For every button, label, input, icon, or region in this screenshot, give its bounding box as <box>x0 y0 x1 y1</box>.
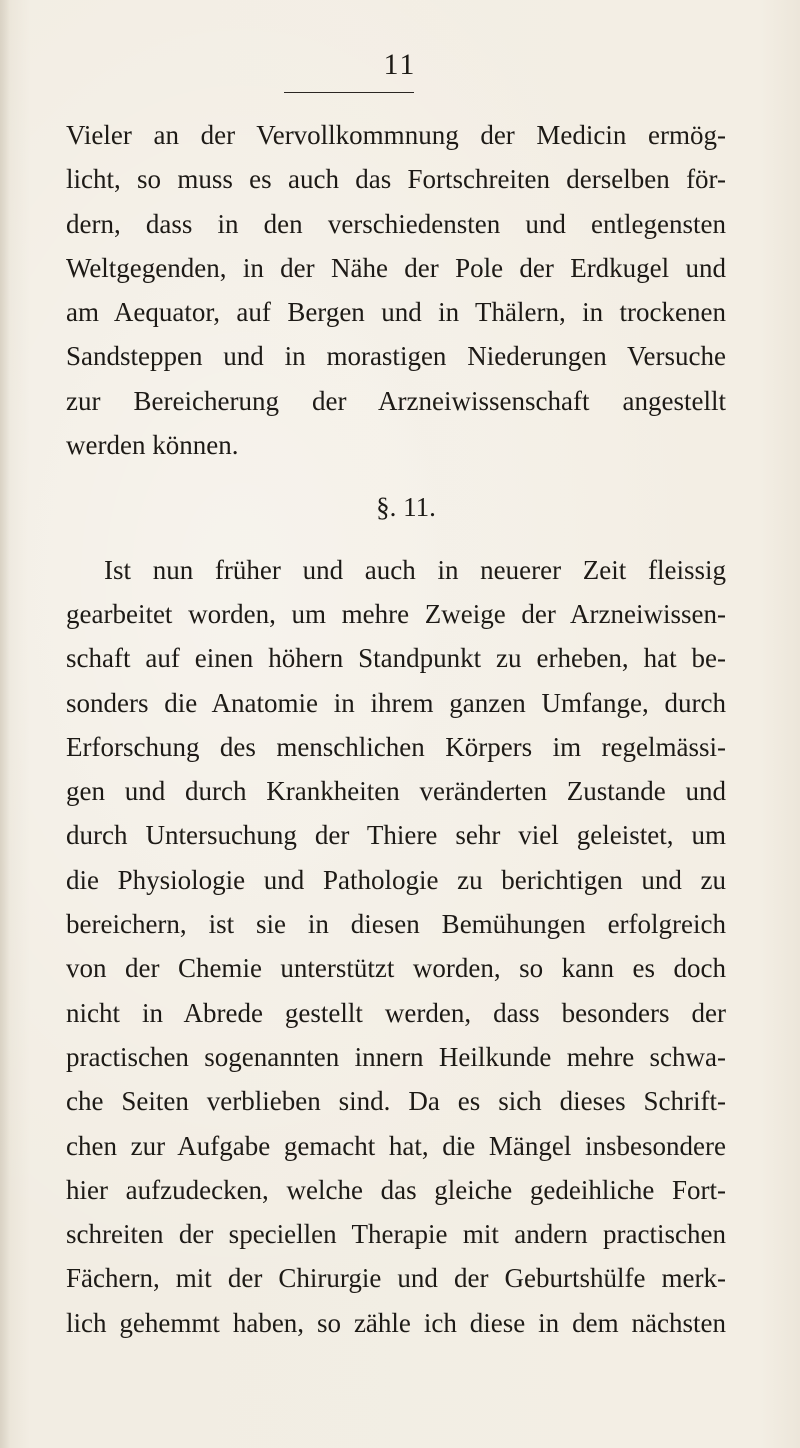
text-line: hier aufzudecken, welche das gleiche gedeihliche Fort- <box>66 1174 726 1205</box>
page-number: 11 <box>383 48 417 81</box>
text-line: sonders die Anatomie in ihrem ganzen Umfange, durch <box>66 687 726 718</box>
spacer <box>66 530 726 548</box>
body-text <box>66 113 726 1345</box>
text-line: nicht in Abrede gestellt werden, dass besonders der <box>66 997 726 1028</box>
text-line: von der Chemie unterstützt worden, so kann es doch <box>66 953 726 984</box>
text-line: schaft auf einen höhern Standpunkt zu erheben, hat be- <box>66 643 726 674</box>
text-line: dern, dass in den verschiedensten und entlegensten <box>66 208 726 239</box>
text-line: werden können. <box>66 430 239 461</box>
spacer <box>66 467 726 485</box>
text-line: Vieler an der Vervollkommnung der Medicin ermög- <box>66 120 726 150</box>
text-line: die Physiologie und Pathologie zu berichtigen und zu <box>66 864 726 895</box>
text-line: Ist nun früher und auch in neuerer Zeit fleissig <box>104 554 726 585</box>
text-line: che Seiten verblieben sind. Da es sich dieses Schrift- <box>66 1086 726 1117</box>
text-line: Erforschung des menschlichen Körpers im regelmässi- <box>66 731 726 762</box>
text-line: Sandsteppen und in morastigen Niederungen Versuche <box>66 341 726 372</box>
text-line: zur Bereicherung der Arzneiwissenschaft angestellt <box>66 385 726 416</box>
page-gutter-shadow <box>0 0 10 1448</box>
text-line: lich gehemmt haben, so zähle ich diese in dem nächsten <box>66 1307 726 1338</box>
text-line: gearbeitet worden, um mehre Zweige der Arzneiwissen- <box>66 598 726 629</box>
text-line: Fächern, mit der Chirurgie und der Geburtshülfe merk- <box>66 1263 726 1294</box>
text-line: am Aequator, auf Bergen und in Thälern, in trockenen <box>66 297 726 328</box>
text-line: gen und durch Krankheiten veränderten Zustande und <box>66 776 726 807</box>
header-rule <box>284 92 414 93</box>
section-heading: §. 11. <box>376 492 436 523</box>
text-line: durch Untersuchung der Thiere sehr viel geleistet, um <box>66 820 726 851</box>
text-line: Weltgegenden, in der Nähe der Pole der Erdkugel und <box>66 252 726 283</box>
text-line: bereichern, ist sie in diesen Bemühungen erfolgreich <box>66 909 726 940</box>
text-line: practischen sogenannten innern Heilkunde mehre schwa- <box>66 1041 726 1072</box>
text-line: licht, so muss es auch das Fortschreiten derselben för- <box>66 164 726 195</box>
text-line: schreiten der speciellen Therapie mit andern practischen <box>66 1219 726 1250</box>
text-line: chen zur Aufgabe gemacht hat, die Mängel insbesondere <box>66 1130 726 1161</box>
